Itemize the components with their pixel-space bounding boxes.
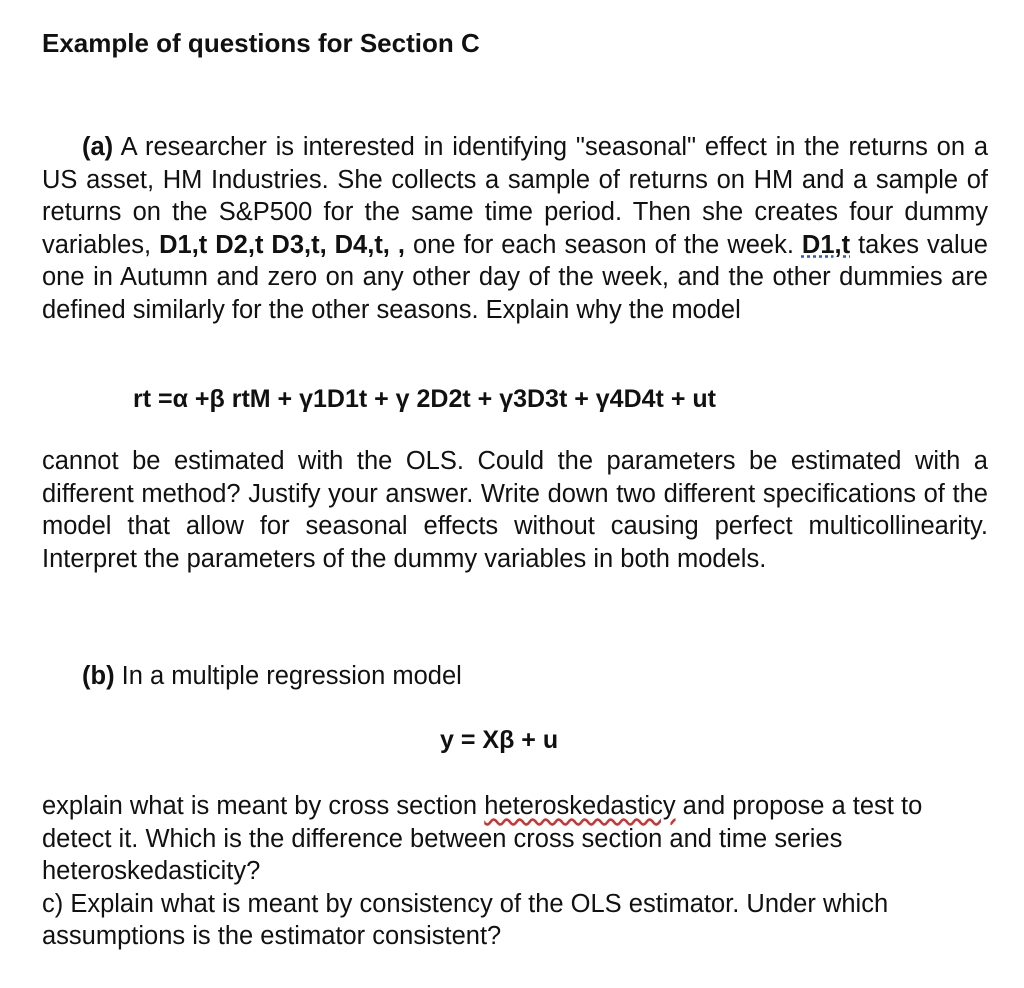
dummy-variable-list: D1,t D2,t D3,t, D4,t, , [159, 230, 405, 259]
question-a-intro-3: takes value one in Autumn and zero on any other day of the week, and the other dummies are defined similarly for the other seasons. Explain why the model [42, 230, 988, 324]
equation-text: rt =α +β rtM + γ1D1t + γ 2D2t + γ3D3t + γ4D4t + ut [133, 385, 716, 413]
matrix-regression-equation: y = Xβ + u [440, 726, 559, 754]
question-c-text: c) Explain what is meant by consistency of the OLS estimator. Under which assumptions is the estimator consistent? [42, 889, 889, 950]
question-b-label: (b) [82, 662, 115, 690]
regression-equation [133, 385, 716, 414]
question-a-followup: cannot be estimated with the OLS. Could the parameters be estimated with a different method? Justify your answer. Write down two different specifications of the model that allow for seasonal effects without causing perfect multicollinearity. Interpret the parameters of the dummy variables in both models. [42, 447, 988, 573]
question-b-followup-2: and propose a test to detect it. Which is the difference between cross section and time series heteroskedasticity? [42, 792, 923, 885]
question-a-intro: A researcher is interested in identifying "seasonal" effect in the returns on a US asset, HM Industries. She collects a sample of returns on HM and a sample of returns on the S&P500 for the same time period. Then she creates four dummy variables, [42, 133, 988, 259]
question-a-text [42, 131, 988, 326]
question-a-intro-2: one for each season of the week. [404, 230, 802, 259]
misspelled-word: heteroskedasticy [484, 792, 676, 820]
question-b-followup-1: explain what is meant by cross section [42, 792, 485, 820]
dummy-d1: D1,t [801, 230, 851, 259]
question-b-followup [42, 790, 988, 953]
section-heading: Example of questions for Section C [42, 28, 480, 58]
question-b-text [42, 660, 988, 693]
question-a-label: (a) [82, 133, 114, 161]
question-b-intro: In a multiple regression model [114, 662, 462, 690]
